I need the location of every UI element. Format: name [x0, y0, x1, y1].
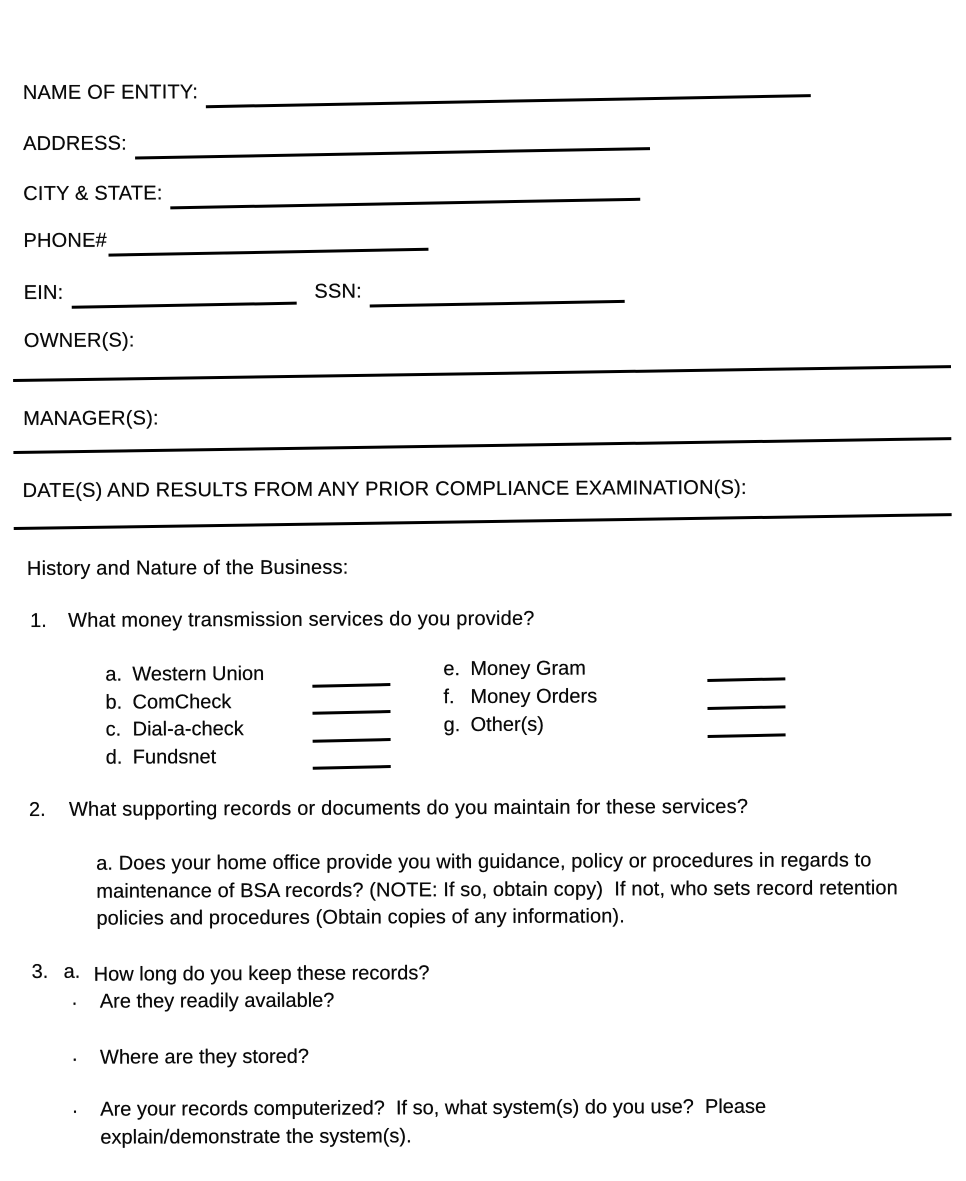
option-label: ComCheck	[132, 690, 232, 714]
ssn-blank-line	[370, 283, 625, 308]
question-3-readily-available-row	[72, 987, 335, 1016]
question-1-text: What money transmission services do you provide?	[68, 607, 535, 632]
item-text: Are your records computerized? If so, what system(s) do you use? Please explain/demonstrate the system(s).	[100, 1095, 772, 1149]
option-label: Dial-a-check	[132, 718, 244, 741]
option-blank-line	[707, 677, 785, 682]
question-1-options-left	[105, 663, 264, 774]
option-blank-line	[313, 765, 391, 770]
question-3-stored-row	[72, 1043, 309, 1072]
question-1-number: 1.	[30, 609, 47, 632]
option-label: Other(s)	[470, 713, 544, 737]
item-text: Where are they stored?	[99, 1045, 310, 1069]
option-money-orders	[443, 686, 597, 715]
field-row-name-of-entity	[23, 79, 811, 105]
option-blank-line	[708, 733, 786, 738]
option-others	[444, 714, 598, 743]
city-state-label: CITY & STATE:	[23, 182, 163, 206]
owners-label: OWNER(S):	[23, 329, 135, 353]
field-row-phone	[23, 228, 429, 253]
option-key: a.	[105, 663, 123, 686]
item-text: Are they readily available?	[99, 989, 335, 1013]
question-2a-paragraph: a. Does your home office provide you with guidance, policy or procedures in regards to maintenance of BSA records? (NOTE: If so, obtain copy) If not, who sets record retention policies and procedures (Obtain copies of any information).	[96, 849, 904, 930]
field-row-ein-ssn	[24, 279, 625, 305]
prior-exams-blank-rule	[14, 513, 952, 530]
option-key: c.	[105, 718, 122, 741]
item-marker: a.	[63, 960, 81, 983]
question-1-options-right	[443, 658, 597, 743]
question-3-number: 3.	[31, 960, 49, 983]
ein-blank-line	[71, 285, 296, 309]
question-3-computerized-row	[72, 1092, 900, 1152]
option-blank-line	[313, 738, 391, 743]
address-blank-line	[135, 130, 650, 159]
managers-label: MANAGER(S):	[23, 407, 159, 431]
option-blank-line	[707, 705, 785, 710]
city-state-blank-line	[170, 181, 640, 210]
option-key: e.	[443, 658, 461, 681]
option-blank-line	[312, 683, 390, 688]
phone-blank-line	[109, 231, 429, 257]
field-row-address	[23, 130, 650, 156]
item-text: How long do you keep these records?	[93, 962, 430, 986]
section-heading: History and Nature of the Business:	[26, 556, 349, 580]
item-marker: .	[71, 1043, 78, 1066]
ein-label: EIN:	[23, 281, 64, 305]
ssn-label: SSN:	[314, 280, 362, 303]
managers-blank-rule	[13, 437, 951, 454]
field-row-city-state	[23, 180, 640, 206]
option-label: Fundsnet	[132, 745, 217, 769]
question-2-text: What supporting records or documents do you maintain for these services?	[68, 795, 749, 821]
option-blank-line	[312, 710, 390, 715]
prior-exams-label: DATE(S) AND RESULTS FROM ANY PRIOR COMPLIANCE EXAMINATION(S):	[22, 476, 747, 503]
option-key: b.	[105, 691, 123, 714]
option-key: d.	[105, 746, 123, 769]
item-marker: .	[71, 987, 78, 1010]
option-label: Money Orders	[470, 685, 598, 709]
option-western-union	[105, 663, 264, 691]
phone-label: PHONE#	[23, 229, 107, 253]
question-2-number: 2.	[28, 798, 46, 821]
address-label: ADDRESS:	[22, 132, 127, 156]
question-3a-row	[64, 959, 430, 989]
option-dial-a-check	[106, 718, 265, 746]
owners-blank-rule	[13, 365, 951, 382]
option-comcheck	[105, 690, 264, 718]
item-marker: .	[72, 1095, 78, 1118]
option-money-gram	[443, 658, 597, 687]
option-label: Western Union	[132, 662, 265, 686]
name-of-entity-label: NAME OF ENTITY:	[22, 81, 199, 105]
option-key: g.	[443, 714, 461, 737]
option-key: f.	[443, 686, 455, 709]
name-of-entity-blank-line	[206, 77, 811, 108]
option-label: Money Gram	[470, 657, 586, 681]
option-fundsnet	[106, 745, 265, 773]
